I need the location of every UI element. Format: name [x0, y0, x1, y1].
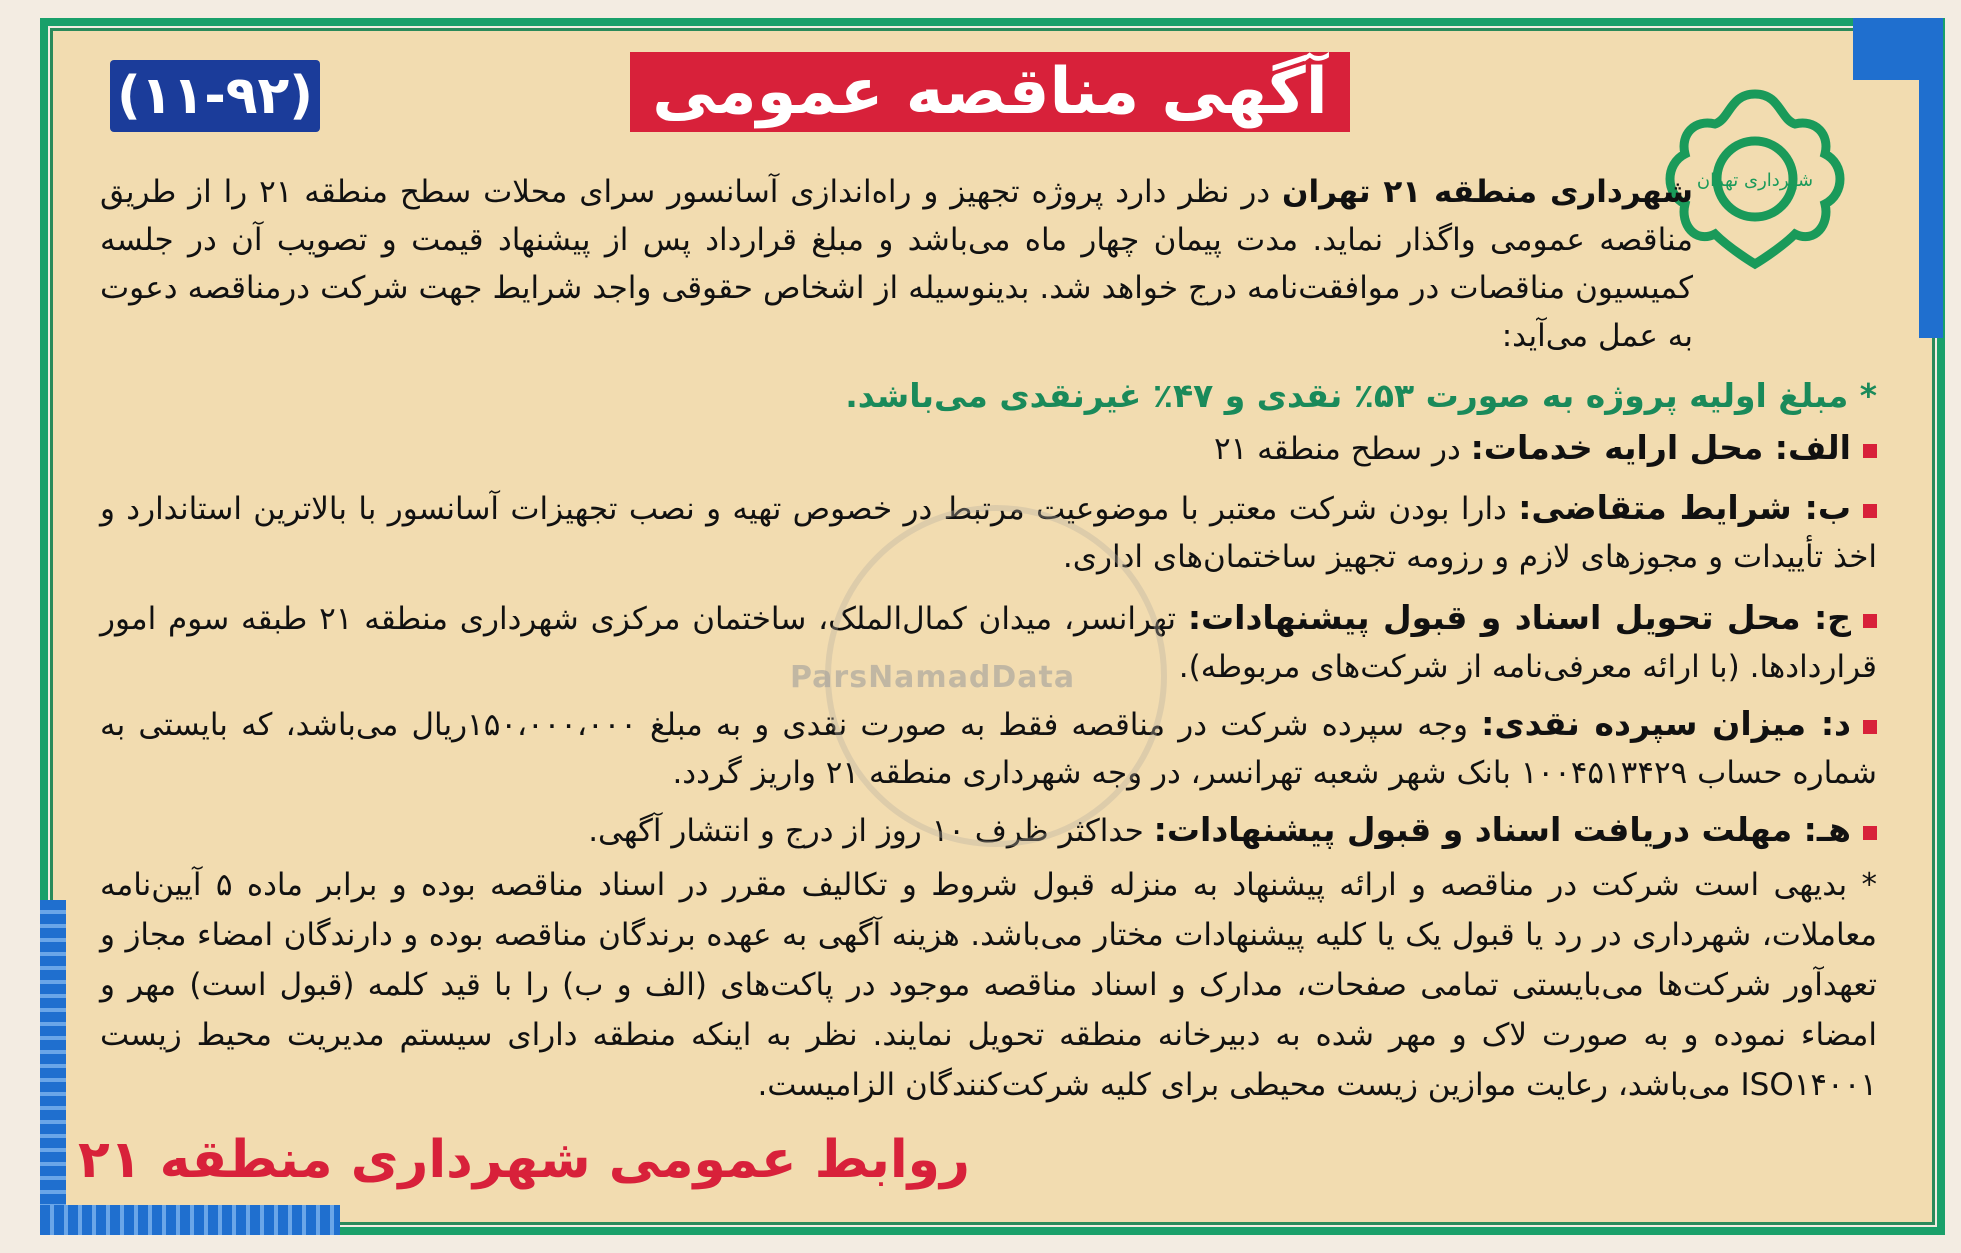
section-e-text: حداکثر ظرف ۱۰ روز از درج و انتشار آگهی.: [588, 813, 1154, 849]
decorative-stripe-right: [1919, 18, 1943, 338]
closing-paragraph: * بدیهی است شرکت در مناقصه و ارائه پیشنهاد به منزله قبول شروط و تکالیف مقرر در اسناد مناقصه بوده و برابر ماده ۵ آیین‌نامه معاملات، شهرداری در رد یا قبول یک یا کلیه پیشنهادات مختار می‌باشد. هزینه آگهی به عهده برندگان مناقصه بوده و دارندگان امضاء مجاز و تعهدآور شرکت‌ها می‌بایستی تمامی صفحات، مدارک و اسناد مناقصه موجود در پاکت‌های (الف و ب) را با قید کلمه (قبول است) مهر و امضاء نموده و به صورت لاک و مهر شده به دبیرخانه منطقه تحویل نمایند. نظر به اینکه منطقه دارای سیستم مدیریت محیط زیست ISO۱۴۰۰۱ می‌باشد، رعایت موازین زیست محیطی برای کلیه شرکت‌کنندگان الزامیست.: [100, 867, 1877, 1103]
price-note: * مبلغ اولیه پروژه به صورت ۵۳٪ نقدی و ۴۷٪ غیرنقدی می‌باشد.: [845, 376, 1877, 415]
bullet-icon: [1863, 444, 1877, 458]
intro-paragraph: [100, 168, 1693, 360]
decorative-stripe-bottom: [40, 1205, 340, 1235]
section-b-text: دارا بودن شرکت معتبر با موضوعیت مرتبط در خصوص تهیه و نصب تجهیزات آسانسور با بالاترین استاندارد و اخذ تأییدات و مجوزهای لازم و رزومه تجهیز ساختمان‌های اداری.: [100, 491, 1877, 575]
page-title: آگهی مناقصه عمومی: [630, 52, 1350, 132]
section-c-text: تهرانسر، میدان کمال‌الملک، ساختمان مرکزی شهرداری منطقه ۲۱ طبقه سوم امور قراردادها. (با ارائه معرفی‌نامه از شرکت‌های مربوطه).: [100, 601, 1877, 685]
logo-text: شهرداری تهران: [1696, 170, 1814, 191]
section-e-label: هـ: مهلت دریافت اسناد و قبول پیشنهادات:: [1153, 810, 1851, 849]
section-b-label: ب: شرایط متقاضی:: [1518, 488, 1851, 527]
tender-number-badge: (۱۱-۹۲): [110, 60, 320, 132]
section-c-label: ج: محل تحویل اسناد و قبول پیشنهادات:: [1187, 598, 1851, 637]
section-a: [100, 424, 1877, 473]
footer-signature: روابط عمومی شهرداری منطقه ۲۱: [78, 1130, 970, 1190]
bullet-icon: [1863, 720, 1877, 734]
bullet-icon: [1863, 614, 1877, 628]
section-d-label: د: میزان سپرده نقدی:: [1481, 704, 1851, 743]
decorative-stripe-left: [40, 900, 66, 1230]
section-a-text: در سطح منطقه ۲۱: [1214, 431, 1471, 467]
intro-text: در نظر دارد پروژه تجهیز و راه‌اندازی آسانسور سرای محلات سطح منطقه ۲۱ را از طریق مناقصه عمومی واگذار نماید. مدت پیمان چهار ماه می‌باشد و مبلغ قرارداد پس از پیشنهاد قیمت و تصویب آن در جلسه کمیسیون مناقصات در موافقت‌نامه درج خواهد شد. بدینوسیله از اشخاص حقوقی واجد شرایط جهت شرکت درمناقصه دعوت به عمل می‌آید:: [100, 174, 1693, 354]
section-d-text: وجه سپرده شرکت در مناقصه فقط به صورت نقدی و به مبلغ ۱۵۰،۰۰۰،۰۰۰ریال می‌باشد، که بایستی به شماره حساب ۱۰۰۴۵۱۳۴۲۹ بانک شهر شعبه تهرانسر، در وجه شهرداری منطقه ۲۱ واریز گردد.: [100, 707, 1877, 791]
watermark-text: ParsNamadData: [790, 660, 1076, 695]
bullet-icon: [1863, 504, 1877, 518]
section-a-label: الف: محل ارایه خدمات:: [1470, 428, 1851, 467]
bullet-icon: [1863, 826, 1877, 840]
intro-bold: شهرداری منطقه ۲۱ تهران: [1282, 174, 1693, 210]
